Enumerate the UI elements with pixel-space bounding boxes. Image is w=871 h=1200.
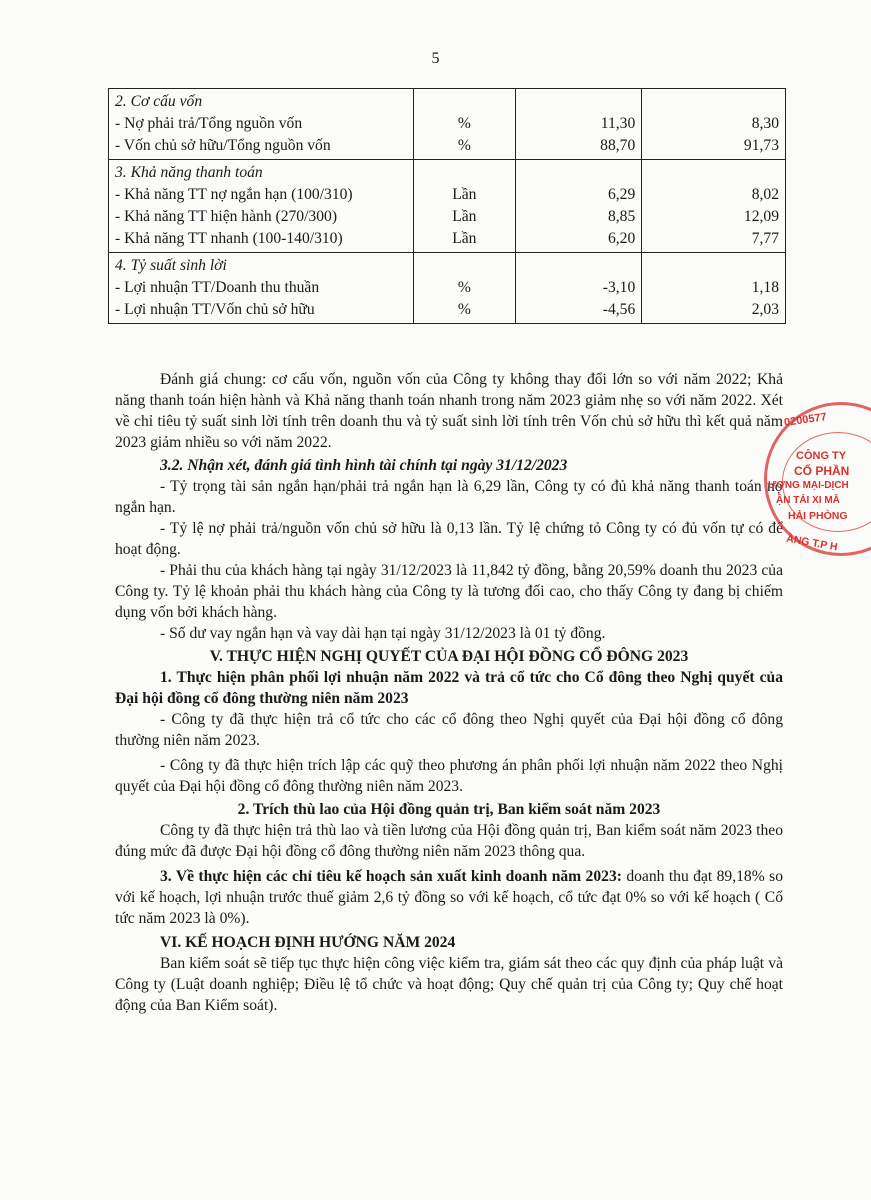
row-value-2022: 8,30 [751,115,779,132]
group-header: 2. Cơ cấu vốn [115,93,203,110]
row-value-2023: 88,70 [600,137,636,154]
row-value-2023: 6,20 [607,230,636,247]
row-value-2022: 7,77 [751,230,779,247]
table-group-solvency [109,160,786,253]
seal-line: ẬN TẢI XI MĂ [776,495,840,506]
row-unit: Lần [452,186,477,203]
section-3-2-item: - Số dư vay ngắn hạn và vay dài hạn tại ngày 31/12/2023 là 01 tỷ đồng. [160,625,606,642]
row-value-2023: -3,10 [602,279,636,296]
row-value-2022: 91,73 [743,137,779,154]
row-label: - Khả năng TT hiện hành (270/300) [115,208,338,225]
section-v-sub3-heading: 3. Về thực hiện các chỉ tiêu kế hoạch sản xuất kinh doanh năm 2023: [160,868,622,885]
financial-ratio-table [108,88,786,324]
seal-line: CÔNG TY [796,450,847,462]
section-3-2-item: - Phải thu của khách hàng tại ngày 31/12/2023 là 11,842 tỷ đồng, bằng 20,59% doanh thu 2023 của Công ty. Tỷ lệ khoản phải thu khách hàng của Công ty là tương đối cao, cho thấy Công ty đang bị chiếm dụng vốn bởi khách hàng. [115,562,783,621]
row-unit: % [457,115,471,132]
section-v-sub1-item: - Công ty đã thực hiện trả cổ tức cho các cổ đông theo Nghị quyết của Đại hội đồng cổ đông thường niên năm 2023. [115,711,783,749]
row-unit: Lần [452,230,477,247]
seal-code: 0200577 [783,411,828,429]
section-v-sub1-heading: 1. Thực hiện phân phối lợi nhuận năm 2022 và trả cổ tức cho Cổ đông theo Nghị quyết của Đại hội đồng cổ đông thường niên năm 2023 [115,669,783,707]
row-label: - Nợ phải trả/Tổng nguồn vốn [115,115,303,132]
row-label: - Khả năng TT nợ ngắn hạn (100/310) [115,186,353,203]
row-unit: Lần [452,208,477,225]
table-group-capital-structure [109,89,786,160]
row-value-2022: 1,18 [751,279,779,296]
section-vi-text: Ban kiểm soát sẽ tiếp tục thực hiện công việc kiểm tra, giám sát theo các quy định của pháp luật và Công ty (Luật doanh nghiệp; Điều lệ tổ chức và hoạt động; Quy chế quản trị của Công ty; Quy chế hoạt động của Ban Kiểm soát). [115,955,783,1014]
row-value-2022: 12,09 [743,208,779,225]
section-v-heading: V. THỰC HIỆN NGHỊ QUYẾT CỦA ĐẠI HỘI ĐỒNG CỔ ĐÔNG 2023 [209,648,689,665]
row-value-2022: 2,03 [751,301,779,318]
row-value-2023: -4,56 [602,301,636,318]
row-label: - Vốn chủ sở hữu/Tổng nguồn vốn [115,137,331,154]
section-3-2-heading: 3.2. Nhận xét, đánh giá tình hình tài chính tại ngày 31/12/2023 [160,457,568,474]
seal-bottom-text: ÀNG T.P H [785,532,839,554]
section-3-2-item: - Tỷ lệ nợ phải trả/nguồn vốn chủ sở hữu là 0,13 lần. Tỷ lệ chứng tỏ Công ty có đủ vốn tự có để hoạt động. [115,520,783,558]
seal-line: CỔ PHẦN [794,464,850,478]
seal-line: HẢI PHÒNG [788,510,848,522]
row-label: - Lợi nhuận TT/Doanh thu thuần [115,279,320,296]
row-value-2023: 8,85 [607,208,636,225]
section-v-sub2-heading: 2. Trích thù lao của Hội đồng quản trị, Ban kiểm soát năm 2023 [237,801,661,818]
row-value-2023: 11,30 [600,115,636,132]
group-header: 4. Tỷ suất sinh lời [115,257,227,274]
section-vi-heading: VI. KẾ HOẠCH ĐỊNH HƯỚNG NĂM 2024 [160,934,456,951]
general-evaluation-paragraph: Đánh giá chung: cơ cấu vốn, nguồn vốn của Công ty không thay đổi lớn so với năm 2022; Khả năng thanh toán hiện hành và Khả năng thanh toán nhanh trong năm 2023 giảm nhẹ so với năm 2022. Xét về chỉ tiêu tỷ suất sinh lời tính trên doanh thu và tỷ suất sinh lời tính trên Vốn chủ sở hữu thì kết quả năm 2023 giảm nhiều so với năm 2022. [115,371,783,451]
section-v-sub2-text: Công ty đã thực hiện trả thù lao và tiền lương của Hội đồng quản trị, Ban kiểm soát năm 2023 theo đúng mức đã được Đại hội đồng cổ đông thường niên năm 2023 thông qua. [115,822,783,860]
row-label: - Lợi nhuận TT/Vốn chủ sở hữu [115,301,315,318]
seal-line: ƯƠNG MẠI-DỊCH [768,480,849,491]
page-number: 5 [431,50,440,67]
row-unit: % [457,137,471,154]
section-v-sub3-text: doanh thu đạt 89,18% so với kế hoạch, lợi nhuận trước thuế giảm 2,6 tỷ đồng so với kế hoạch, cổ tức đạt 0% so với kế hoạch ( Cổ tức năm 2023 là 0%). [115,868,783,927]
row-unit: % [457,279,471,296]
company-seal-stamp [758,392,871,592]
row-unit: % [457,301,471,318]
row-value-2022: 8,02 [751,186,779,203]
row-value-2023: 6,29 [607,186,636,203]
group-header: 3. Khả năng thanh toán [115,164,263,181]
row-label: - Khả năng TT nhanh (100-140/310) [115,230,343,247]
section-v-sub3 [115,866,783,929]
table-group-profitability [109,253,786,324]
section-3-2-item: - Tỷ trọng tài sản ngắn hạn/phải trả ngắn hạn là 6,29 lần, Công ty có đủ khả năng thanh toán nợ ngắn hạn. [115,478,783,516]
document-body [115,369,783,1016]
section-v-sub1-item: - Công ty đã thực hiện trích lập các quỹ theo phương án phân phối lợi nhuận năm 2022 theo Nghị quyết của Đại hội đồng cổ đông thường niên năm 2023. [115,757,783,795]
